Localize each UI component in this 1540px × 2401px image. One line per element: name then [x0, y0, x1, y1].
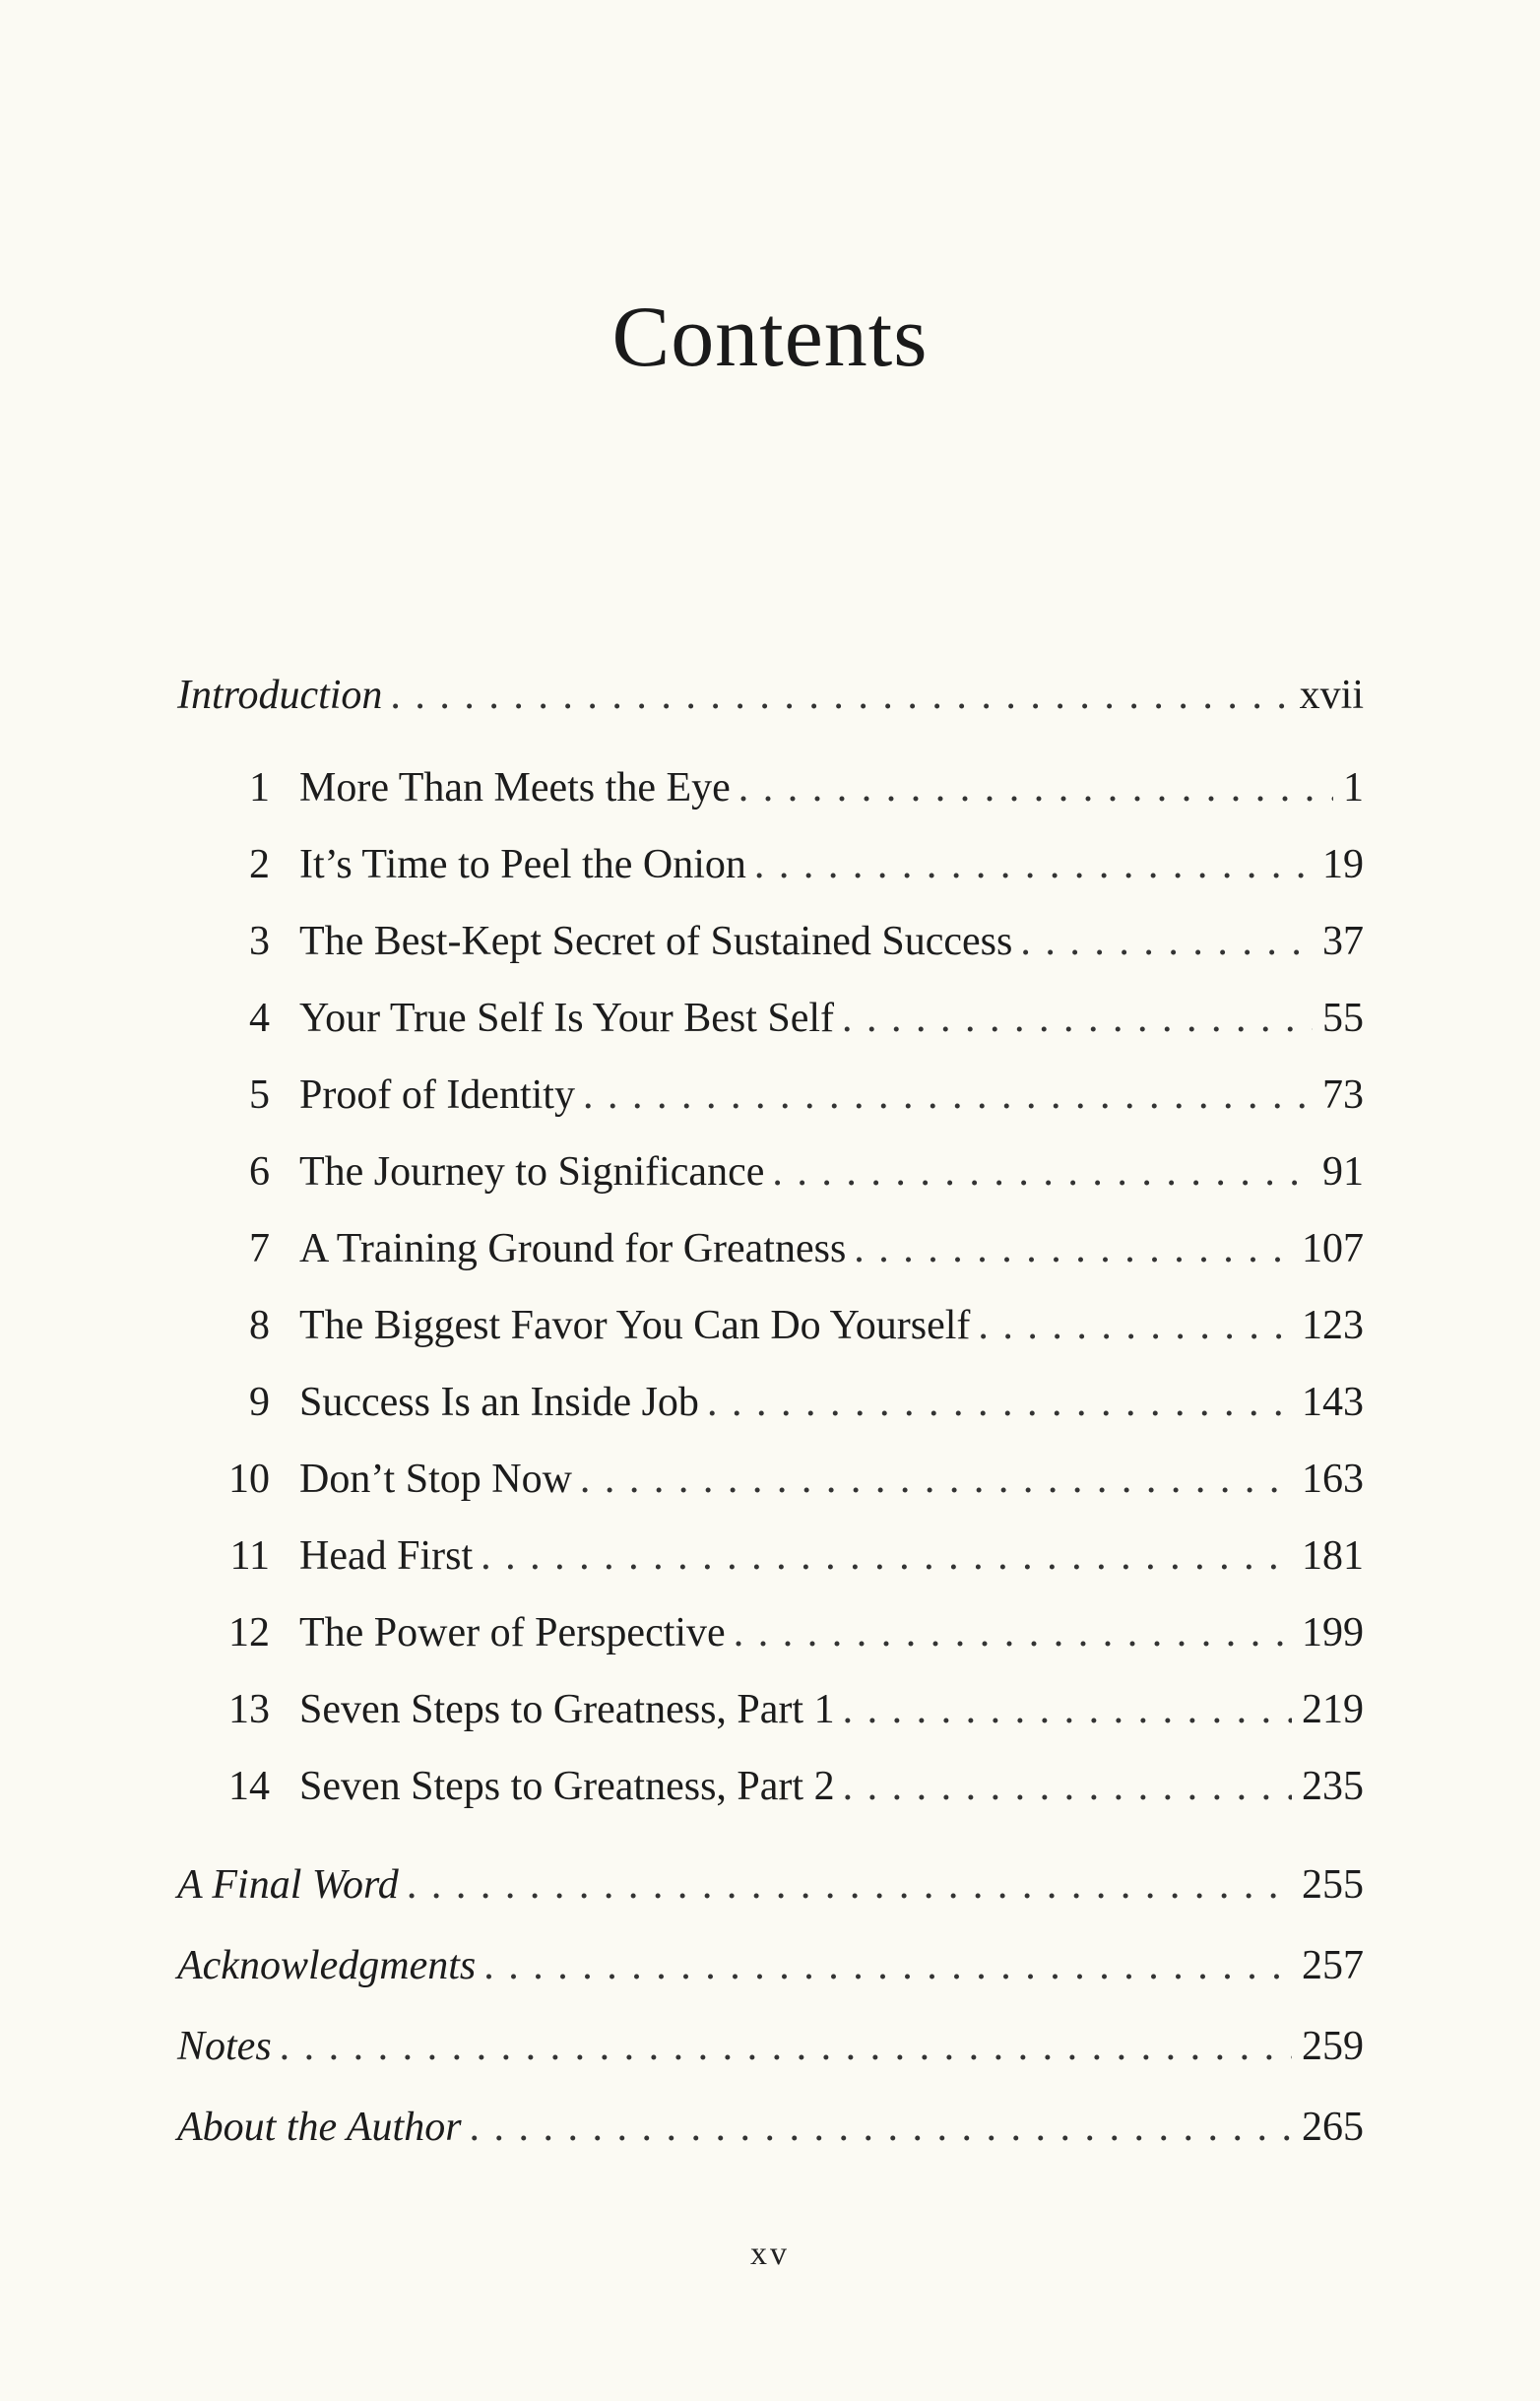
toc-entry-page: 143: [1302, 1380, 1364, 1425]
toc-entry-chapter[interactable]: [177, 835, 1364, 894]
toc-entry-chapter[interactable]: [177, 1680, 1364, 1739]
page-title: Contents: [611, 290, 929, 385]
dot-leader: [390, 666, 1289, 725]
toc-entry-label: More Than Meets the Eye: [299, 765, 731, 811]
dot-leader: [754, 835, 1313, 894]
dot-leader: [707, 1373, 1292, 1432]
toc-entry-page: 199: [1302, 1610, 1364, 1655]
dot-leader: [978, 1296, 1292, 1355]
toc-entry-label: Don’t Stop Now: [299, 1457, 572, 1502]
chapter-number: 8: [249, 1303, 270, 1348]
toc-entry-label: Notes: [177, 2024, 272, 2069]
chapter-number: 6: [249, 1149, 270, 1195]
dot-leader: [734, 1603, 1292, 1662]
toc-entry-page: 55: [1322, 996, 1364, 1041]
toc-entry-page: xvii: [1299, 673, 1364, 718]
chapter-number: 14: [228, 1764, 270, 1809]
toc-entry-page: 181: [1302, 1533, 1364, 1579]
toc-entry-about-author[interactable]: [177, 2098, 1364, 2157]
dot-leader: [580, 1450, 1292, 1509]
toc-entry-page: 107: [1302, 1226, 1364, 1271]
chapter-number: 10: [228, 1457, 270, 1502]
chapter-number: 5: [249, 1072, 270, 1118]
dot-leader: [843, 1757, 1292, 1816]
chapter-number: 12: [228, 1610, 270, 1655]
toc-entry-label: It’s Time to Peel the Onion: [299, 842, 746, 887]
dot-leader: [470, 2098, 1292, 2157]
toc-entry-chapter[interactable]: [177, 1296, 1364, 1355]
chapter-number: 3: [249, 919, 270, 964]
dot-leader: [280, 2017, 1292, 2076]
toc-entry-final-word[interactable]: [177, 1855, 1364, 1914]
toc-entry-chapter[interactable]: [177, 758, 1364, 817]
toc-entry-page: 1: [1343, 765, 1364, 811]
toc-entry-page: 259: [1302, 2024, 1364, 2069]
toc-entry-chapter[interactable]: [177, 1066, 1364, 1125]
toc-entry-page: 37: [1322, 919, 1364, 964]
dot-leader: [1020, 912, 1313, 971]
toc-entry-chapter[interactable]: [177, 1603, 1364, 1662]
chapter-number: 7: [249, 1226, 270, 1271]
toc-entry-introduction[interactable]: [177, 666, 1364, 725]
toc-entry-chapter[interactable]: [177, 989, 1364, 1048]
toc-entry-label: Introduction: [177, 673, 383, 718]
toc-entry-label: A Final Word: [177, 1862, 399, 1908]
dot-leader: [483, 1936, 1292, 1995]
dot-leader: [843, 1680, 1292, 1739]
toc-entry-notes[interactable]: [177, 2017, 1364, 2076]
chapter-number: 13: [228, 1687, 270, 1732]
toc-entry-page: 73: [1322, 1072, 1364, 1118]
toc-entry-label: Proof of Identity: [299, 1072, 575, 1118]
toc-entry-label: The Journey to Significance: [299, 1149, 765, 1195]
toc-entry-label: Seven Steps to Greatness, Part 2: [299, 1764, 835, 1809]
chapter-number: 4: [249, 996, 270, 1041]
toc-entry-chapter[interactable]: [177, 1757, 1364, 1816]
toc-entry-page: 255: [1302, 1862, 1364, 1908]
toc-entry-label: About the Author: [177, 2105, 462, 2150]
toc-entry-page: 123: [1302, 1303, 1364, 1348]
dot-leader: [842, 989, 1313, 1048]
toc-entry-page: 163: [1302, 1457, 1364, 1502]
chapter-number: 11: [229, 1533, 270, 1579]
dot-leader: [583, 1066, 1313, 1125]
dot-leader: [481, 1526, 1292, 1586]
toc-entry-label: The Best-Kept Secret of Sustained Success: [299, 919, 1013, 964]
toc-entry-chapter[interactable]: [177, 1142, 1364, 1201]
chapter-number: 2: [249, 842, 270, 887]
toc-entry-page: 265: [1302, 2105, 1364, 2150]
toc-entry-chapter[interactable]: [177, 912, 1364, 971]
toc-entry-label: The Power of Perspective: [299, 1610, 726, 1655]
toc-entry-label: A Training Ground for Greatness: [299, 1226, 847, 1271]
toc-entry-label: Success Is an Inside Job: [299, 1380, 699, 1425]
toc-entry-chapter[interactable]: [177, 1526, 1364, 1586]
chapter-number: 1: [249, 765, 270, 811]
chapter-number: 9: [249, 1380, 270, 1425]
toc-entry-label: Seven Steps to Greatness, Part 1: [299, 1687, 835, 1732]
dot-leader: [854, 1219, 1292, 1278]
toc-entry-page: 91: [1322, 1149, 1364, 1195]
toc-entry-label: The Biggest Favor You Can Do Yourself: [299, 1303, 971, 1348]
dot-leader: [407, 1855, 1292, 1914]
page-number: xv: [750, 2236, 790, 2272]
toc-entry-page: 257: [1302, 1943, 1364, 1988]
toc-entry-page: 19: [1322, 842, 1364, 887]
toc-entry-chapter[interactable]: [177, 1450, 1364, 1509]
toc-entry-label: Head First: [299, 1533, 474, 1579]
dot-leader: [738, 758, 1333, 817]
dot-leader: [772, 1142, 1313, 1201]
toc-entry-page: 235: [1302, 1764, 1364, 1809]
toc-entry-chapter[interactable]: [177, 1219, 1364, 1278]
toc-entry-label: Your True Self Is Your Best Self: [299, 996, 835, 1041]
toc-entry-chapter[interactable]: [177, 1373, 1364, 1432]
toc-entry-label: Acknowledgments: [177, 1943, 477, 1988]
toc-entry-acknowledgments[interactable]: [177, 1936, 1364, 1995]
toc-entry-page: 219: [1302, 1687, 1364, 1732]
